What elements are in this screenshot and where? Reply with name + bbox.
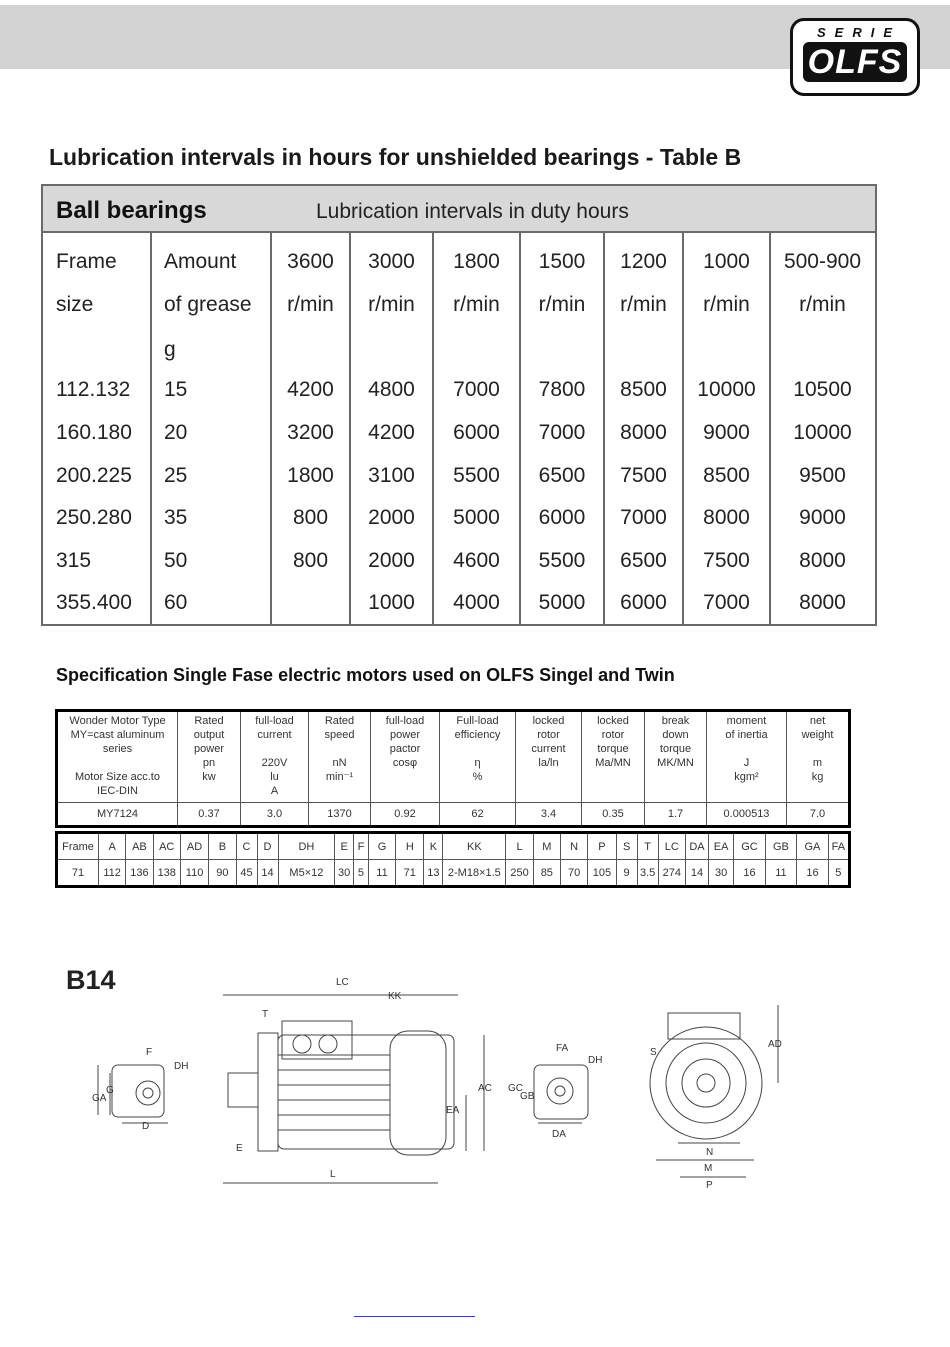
dimension-label: KK bbox=[388, 991, 402, 1002]
dimension-value-cell: 71 bbox=[57, 860, 99, 887]
table-cell: 800 bbox=[292, 506, 329, 529]
dimension-header-cell: FA bbox=[828, 833, 849, 860]
spec-header-cell bbox=[440, 711, 516, 803]
table-b-title: Lubrication intervals in hours for unshielded bearings - Table B bbox=[49, 144, 742, 170]
table-cell: 3200 bbox=[287, 421, 334, 444]
dimension-label: G bbox=[106, 1085, 114, 1096]
dimension-label: N bbox=[706, 1147, 714, 1158]
table-column-divider bbox=[603, 233, 605, 624]
dimension-label: DH bbox=[588, 1055, 603, 1066]
table-cell: 7000 bbox=[620, 506, 667, 529]
spec-header-cell bbox=[516, 711, 582, 803]
spec-header-line: full-load bbox=[385, 715, 425, 727]
table-column-divider bbox=[150, 233, 152, 624]
dimension-value-cell: 85 bbox=[533, 860, 560, 887]
spec-header-line: kgm² bbox=[734, 771, 759, 783]
spec-value-cell: 1.7 bbox=[645, 803, 707, 827]
dimension-header-cell: GC bbox=[734, 833, 766, 860]
column-header-text: r/min bbox=[453, 293, 500, 316]
dimension-value-cell: 14 bbox=[685, 860, 708, 887]
dimension-label: GA bbox=[92, 1093, 107, 1104]
dimension-value-cell: 13 bbox=[424, 860, 443, 887]
dimension-header-cell: N bbox=[560, 833, 587, 860]
spec-header-line: pn bbox=[202, 757, 216, 769]
column-header-text: r/min bbox=[703, 293, 750, 316]
spec-header-line: cosφ bbox=[392, 757, 418, 769]
table-cell: 10000 bbox=[697, 378, 756, 401]
spec-header-line: la/ln bbox=[538, 757, 559, 769]
dimension-header-cell: M bbox=[533, 833, 560, 860]
table-cell: 112.132 bbox=[56, 378, 131, 401]
dimension-header-cell: D bbox=[257, 833, 278, 860]
table-cell: 8000 bbox=[799, 549, 846, 572]
olfs-logo bbox=[790, 18, 920, 96]
spec-header-line: 220V bbox=[261, 757, 288, 769]
table-cell: 800 bbox=[292, 549, 329, 572]
motor-spec-table bbox=[55, 709, 851, 828]
dimension-label: M bbox=[704, 1163, 713, 1174]
table-cell: 25 bbox=[164, 464, 188, 487]
dimension-header-cell: K bbox=[424, 833, 443, 860]
dimension-value-cell: 250 bbox=[506, 860, 533, 887]
table-column-divider bbox=[769, 233, 771, 624]
lubrication-table bbox=[41, 184, 877, 626]
dimension-value-cell: 110 bbox=[180, 860, 208, 887]
spec-header-cell bbox=[371, 711, 440, 803]
table-column-divider bbox=[432, 233, 434, 624]
spec-header-line: locked bbox=[597, 715, 629, 727]
table-cell: 10000 bbox=[793, 421, 852, 444]
b14-drawing bbox=[50, 955, 830, 1205]
dimension-label: LC bbox=[336, 977, 349, 988]
spec-header-line: locked bbox=[532, 715, 565, 727]
table-cell: 4600 bbox=[453, 549, 500, 572]
dimension-label: E bbox=[236, 1143, 243, 1154]
spec-title: Specification Single Fase electric motors used on OLFS Singel and Twin bbox=[56, 665, 675, 685]
spec-header-line: speed bbox=[324, 729, 355, 741]
dimension-value-cell: 11 bbox=[765, 860, 797, 887]
spec-header-cell bbox=[645, 711, 707, 803]
table-column-divider bbox=[270, 233, 272, 624]
dimension-header-cell: P bbox=[588, 833, 616, 860]
table-cell: 4800 bbox=[368, 378, 415, 401]
table-cell: 60 bbox=[164, 591, 188, 614]
table-cell: 5500 bbox=[453, 464, 500, 487]
table-cell: 8000 bbox=[703, 506, 750, 529]
table-cell: 8500 bbox=[703, 464, 750, 487]
spec-header-line: Motor Size acc.to bbox=[75, 771, 160, 783]
spec-header-line: A bbox=[270, 785, 279, 797]
column-header-text: of grease bbox=[164, 293, 252, 316]
dimension-table bbox=[55, 831, 851, 888]
dimension-value-cell: 71 bbox=[396, 860, 424, 887]
column-header-text: g bbox=[164, 338, 176, 361]
table-cell: 160.180 bbox=[56, 421, 132, 444]
spec-value-cell: 62 bbox=[440, 803, 516, 827]
spec-header-line: η bbox=[474, 757, 481, 769]
table-cell: 9000 bbox=[703, 421, 750, 444]
column-header-text: Amount bbox=[164, 250, 237, 273]
spec-header-line: % bbox=[472, 771, 483, 783]
spec-header-line: torque bbox=[597, 743, 629, 755]
dimension-value-cell: M5×12 bbox=[278, 860, 335, 887]
spec-value-cell: 3.0 bbox=[241, 803, 309, 827]
table-cell: 5500 bbox=[538, 549, 586, 572]
spec-header-line: nN bbox=[332, 757, 347, 769]
table-cell: 7000 bbox=[538, 421, 586, 444]
table-cell: 20 bbox=[164, 421, 188, 444]
dimension-value-cell: 16 bbox=[734, 860, 766, 887]
dimension-label: FA bbox=[556, 1043, 569, 1054]
dimension-header-cell: L bbox=[506, 833, 533, 860]
dimension-value-cell: 3.5 bbox=[637, 860, 658, 887]
table-cell: 7500 bbox=[620, 464, 667, 487]
dimension-label: DH bbox=[174, 1061, 189, 1072]
spec-header-line: kw bbox=[202, 771, 216, 783]
table-cell: 6000 bbox=[538, 506, 586, 529]
spec-value-cell: 3.4 bbox=[516, 803, 582, 827]
table-cell: 4200 bbox=[368, 421, 415, 444]
spec-header-line bbox=[242, 742, 307, 756]
spec-header-line: break bbox=[661, 715, 690, 727]
column-header-text: size bbox=[56, 293, 94, 316]
table-cell: 35 bbox=[164, 506, 188, 529]
dimension-value-cell: 105 bbox=[588, 860, 616, 887]
dimension-label: AC bbox=[478, 1083, 492, 1094]
spec-header-line: of inertia bbox=[725, 729, 768, 741]
spec-header-line: efficiency bbox=[454, 729, 501, 741]
column-header-text: 1800 bbox=[453, 250, 500, 273]
dimension-header-cell: H bbox=[396, 833, 424, 860]
dimension-label: F bbox=[146, 1047, 153, 1058]
dimension-value-cell: 16 bbox=[797, 860, 829, 887]
table-cell: 1800 bbox=[287, 464, 334, 487]
spec-header-cell bbox=[309, 711, 371, 803]
spec-header-line bbox=[441, 742, 514, 756]
spec-header-line: Rated bbox=[324, 715, 355, 727]
table-cell: 7800 bbox=[538, 378, 586, 401]
dimension-header-cell: DH bbox=[278, 833, 335, 860]
dimension-header-cell: E bbox=[335, 833, 354, 860]
dimension-value-cell: 14 bbox=[257, 860, 278, 887]
table-cell: 4000 bbox=[453, 591, 500, 614]
column-header-text: Frame bbox=[56, 250, 117, 273]
dimension-label: AD bbox=[768, 1039, 782, 1050]
table-cell: 7000 bbox=[453, 378, 500, 401]
spec-header-cell bbox=[178, 711, 241, 803]
dimension-header-cell: C bbox=[236, 833, 257, 860]
dimension-label: DA bbox=[552, 1129, 566, 1140]
logo-olfs-text: OLFS bbox=[803, 42, 907, 82]
table-cell: 7000 bbox=[703, 591, 750, 614]
spec-header-line: MY=cast aluminum bbox=[70, 729, 165, 741]
dimension-value-cell: 70 bbox=[560, 860, 587, 887]
table-cell: 15 bbox=[164, 378, 188, 401]
spec-header-line: Rated bbox=[194, 715, 224, 727]
dimension-value-cell: 5 bbox=[828, 860, 849, 887]
column-header-text: 3000 bbox=[368, 250, 415, 273]
spec-header-line bbox=[310, 742, 369, 756]
table-cell: 200.225 bbox=[56, 464, 132, 487]
dimension-value-row bbox=[57, 860, 850, 887]
spec-header-line: moment bbox=[726, 715, 767, 727]
dimension-value-cell: 30 bbox=[335, 860, 354, 887]
table-cell: 5000 bbox=[453, 506, 500, 529]
column-header-text: r/min bbox=[538, 293, 586, 316]
duty-hours-label: Lubrication intervals in duty hours bbox=[316, 200, 629, 223]
spec-header-cell bbox=[241, 711, 309, 803]
spec-header-line bbox=[59, 756, 176, 770]
dimension-label: D bbox=[142, 1121, 150, 1132]
dimension-header-cell: KK bbox=[443, 833, 506, 860]
spec-value-cell: 0.000513 bbox=[707, 803, 787, 827]
spec-value-row bbox=[57, 803, 850, 827]
table-cell: 8500 bbox=[620, 378, 667, 401]
spec-header-line: current bbox=[257, 729, 292, 741]
dimension-value-cell: 274 bbox=[658, 860, 685, 887]
table-column-divider bbox=[349, 233, 351, 624]
spec-header-cell bbox=[707, 711, 787, 803]
spec-header-line: pactor bbox=[389, 743, 421, 755]
spec-header-line: rotor bbox=[537, 729, 560, 741]
spec-header-line: m bbox=[812, 757, 823, 769]
dimension-header-cell: T bbox=[637, 833, 658, 860]
table-cell: 8000 bbox=[799, 591, 846, 614]
spec-value-cell: 0.92 bbox=[371, 803, 440, 827]
table-cell: 6000 bbox=[620, 591, 667, 614]
column-header-text: r/min bbox=[620, 293, 667, 316]
dimension-header-cell: EA bbox=[709, 833, 734, 860]
ball-bearings-label: Ball bearings bbox=[56, 197, 207, 224]
table-cell: 6500 bbox=[620, 549, 667, 572]
column-header-text: 1200 bbox=[620, 250, 667, 273]
spec-header-line: series bbox=[102, 743, 133, 755]
table-cell: 1000 bbox=[368, 591, 415, 614]
table-column-divider bbox=[519, 233, 521, 624]
table-cell: 6000 bbox=[453, 421, 500, 444]
table-cell: 5000 bbox=[538, 591, 586, 614]
spec-header-line: kg bbox=[811, 771, 824, 783]
column-header-text: 500-900 bbox=[783, 250, 862, 273]
lubrication-table-header bbox=[43, 186, 875, 233]
dimension-label: L bbox=[330, 1169, 336, 1180]
table-cell: 10500 bbox=[793, 378, 852, 401]
spec-header-line: min⁻¹ bbox=[325, 771, 354, 783]
dimension-header-cell: GA bbox=[797, 833, 829, 860]
table-column-divider bbox=[682, 233, 684, 624]
dimension-header-cell: AC bbox=[153, 833, 180, 860]
dimension-header-cell: G bbox=[368, 833, 395, 860]
spec-header-line: current bbox=[531, 743, 566, 755]
dimension-value-cell: 5 bbox=[354, 860, 369, 887]
dimension-label: GC bbox=[508, 1083, 523, 1094]
dimension-header-cell: B bbox=[209, 833, 236, 860]
table-cell: 8000 bbox=[620, 421, 667, 444]
spec-header-line: J bbox=[743, 757, 750, 769]
dimension-header-row bbox=[57, 833, 850, 860]
dimension-value-cell: 11 bbox=[368, 860, 395, 887]
spec-header-line bbox=[788, 742, 847, 756]
spec-value-cell: 1370 bbox=[309, 803, 371, 827]
footer-link-underline[interactable] bbox=[354, 1316, 475, 1317]
dimension-header-cell: AD bbox=[180, 833, 208, 860]
spec-header-line: power bbox=[194, 743, 224, 755]
dimension-header-cell: GB bbox=[765, 833, 797, 860]
dimension-header-cell: Frame bbox=[57, 833, 99, 860]
dimension-header-cell: A bbox=[99, 833, 126, 860]
dimension-header-cell: DA bbox=[685, 833, 708, 860]
spec-header-line: rotor bbox=[601, 729, 625, 741]
spec-header-line: net bbox=[809, 715, 826, 727]
dimension-label: T bbox=[262, 1009, 269, 1020]
drawing-title: B14 bbox=[66, 965, 116, 995]
spec-header-line: Ma/MN bbox=[595, 757, 631, 769]
spec-value-cell: 0.35 bbox=[582, 803, 645, 827]
dimension-header-cell: S bbox=[616, 833, 637, 860]
table-cell: 50 bbox=[164, 549, 188, 572]
dimension-value-cell: 2-M18×1.5 bbox=[443, 860, 506, 887]
spec-header-line: torque bbox=[659, 743, 692, 755]
table-cell: 9500 bbox=[799, 464, 846, 487]
spec-header-line: power bbox=[390, 729, 420, 741]
spec-header-line: Wonder Motor Type bbox=[69, 715, 166, 727]
spec-header-line: down bbox=[662, 729, 689, 741]
table-cell: 315 bbox=[56, 549, 92, 572]
dimension-label: P bbox=[706, 1180, 713, 1191]
table-cell: 2000 bbox=[368, 549, 415, 572]
dimension-value-cell: 90 bbox=[209, 860, 236, 887]
spec-header-line: MK/MN bbox=[657, 757, 694, 769]
spec-header-cell bbox=[787, 711, 850, 803]
table-cell: 355.400 bbox=[56, 591, 132, 614]
spec-header-line: IEC-DIN bbox=[97, 785, 138, 797]
column-header-text: r/min bbox=[287, 293, 334, 316]
dimension-header-cell: LC bbox=[658, 833, 685, 860]
dimension-label: S bbox=[650, 1047, 657, 1058]
dimension-header-cell: AB bbox=[126, 833, 153, 860]
spec-header-row bbox=[57, 711, 850, 803]
dimension-value-cell: 112 bbox=[99, 860, 126, 887]
spec-header-line: Full-load bbox=[456, 715, 499, 727]
dimension-label: GB bbox=[520, 1091, 535, 1102]
column-header-text: 1000 bbox=[703, 250, 750, 273]
dimension-value-cell: 138 bbox=[153, 860, 180, 887]
spec-header-line bbox=[708, 742, 785, 756]
spec-value-cell: 0.37 bbox=[178, 803, 241, 827]
spec-header-line: output bbox=[193, 729, 225, 741]
dimension-header-cell: F bbox=[354, 833, 369, 860]
spec-header-line: full-load bbox=[255, 715, 294, 727]
column-header-text: r/min bbox=[799, 293, 846, 316]
spec-value-cell: MY7124 bbox=[57, 803, 178, 827]
spec-header-line: weight bbox=[801, 729, 834, 741]
table-cell: 6500 bbox=[538, 464, 586, 487]
table-cell: 4200 bbox=[287, 378, 334, 401]
spec-header-line: lu bbox=[270, 771, 279, 783]
table-cell: 3100 bbox=[368, 464, 415, 487]
table-cell: 7500 bbox=[703, 549, 750, 572]
table-cell: 250.280 bbox=[56, 506, 132, 529]
spec-value-cell: 7.0 bbox=[787, 803, 850, 827]
logo-serie-text: SERIE bbox=[816, 25, 901, 40]
dimension-value-cell: 136 bbox=[126, 860, 153, 887]
dimension-value-cell: 9 bbox=[616, 860, 637, 887]
column-header-text: r/min bbox=[368, 293, 415, 316]
table-cell: 9000 bbox=[799, 506, 846, 529]
dimension-value-cell: 30 bbox=[709, 860, 734, 887]
table-cell: 2000 bbox=[368, 506, 415, 529]
column-header-text: 3600 bbox=[287, 250, 334, 273]
column-header-text: 1500 bbox=[538, 250, 586, 273]
spec-header-cell bbox=[57, 711, 178, 803]
dimension-value-cell: 45 bbox=[236, 860, 257, 887]
dimension-label: EA bbox=[446, 1105, 460, 1116]
spec-header-cell bbox=[582, 711, 645, 803]
